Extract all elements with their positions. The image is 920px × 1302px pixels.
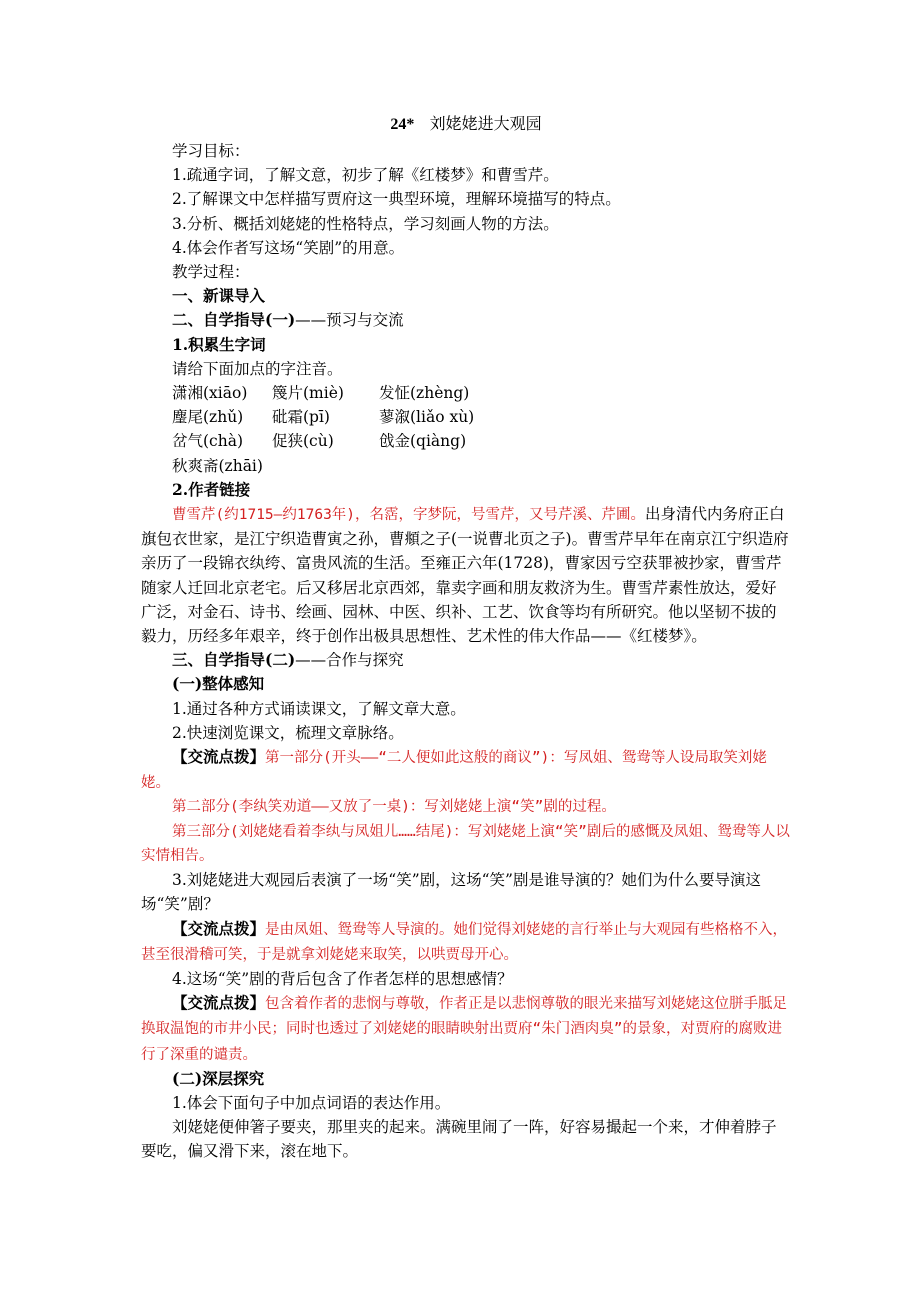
instruction-text: 请给下面加点的字注音。	[172, 359, 343, 378]
question-text: 4.这场“笑”剧的背后包含了作者怎样的思想感情？	[172, 969, 513, 988]
word-item: 麈尾(zhǔ)	[172, 408, 244, 427]
discussion-tag: 【交流点拨】	[172, 747, 266, 767]
word-item: 潇湘(xiāo)	[172, 384, 248, 403]
goal-item: 3.分析、概括刘姥姥的性格特点，学习刻画人物的方法。	[172, 214, 559, 233]
section-heading-bold: 三、自学指导(二)	[172, 650, 296, 670]
answer-text: 包含着作者的悲悯与尊敬，作者正是以悲悯尊敬的眼光来描写刘姥姥这位胼手胝足换取温饱的市井小民；同时也透过了刘姥姥的眼睛映射出贾府“朱门酒肉臭”的景象，对贾府的腐败进行了深重的谴责。	[141, 996, 788, 1063]
subsection-heading: 1.积累生字词	[172, 334, 266, 354]
section-heading-bold: 二、自学指导(一)	[172, 310, 296, 330]
lesson-number: 24*	[390, 116, 415, 133]
section-heading	[141, 648, 791, 672]
word-row	[141, 381, 791, 405]
word-item: 蓼溆(liǎo xù)	[379, 408, 475, 427]
word-item: 篾片(miè)	[272, 384, 344, 403]
author-intro-body: 出身清代内务府正白旗包衣世家，是江宁织造曹寅之孙，曹頫之子(一说曹北页之子)。曹雪芹早年在南京江宁织造府亲历了一段锦衣纨绔、富贵风流的生活。至雍正六年(1728)，曹家因亏空获罪被抄家，曹雪芹随家人迁回北京老宅。后又移居北京西郊，靠卖字画和朋友救济为生。曹雪芹素性放达，爱好广泛，对金石、诗书、绘画、园林、中医、织补、工艺、饮食等均有所研究。他以坚韧不拔的毅力，历经多年艰辛，终于创作出极具思想性、艺术性的伟大作品——《红楼梦》。	[141, 505, 789, 646]
lesson-title: 刘姥姥进大观园	[429, 114, 542, 133]
word-row	[141, 454, 791, 478]
question-text: 3.刘姥姥进大观园后表演了一场“笑”剧，这场“笑”剧是谁导演的？她们为什么要导演这场“笑”剧？	[141, 871, 761, 914]
word-item: 戗金(qiàng)	[379, 432, 467, 451]
word-row	[141, 405, 791, 429]
discussion-tag: 【交流点拨】	[172, 918, 266, 938]
goal-item: 1.疏通字词，了解文意，初步了解《红楼梦》和曹雪芹。	[172, 166, 559, 185]
section-heading-rest: ——合作与探究	[295, 651, 404, 670]
author-intro-highlight: 曹雪芹(约1715—约1763年)，名霑，字梦阮，号雪芹，又号芹溪、芹圃。	[172, 507, 646, 524]
document-page	[141, 112, 791, 1164]
document-title	[141, 112, 791, 137]
word-item: 发怔(zhèng)	[379, 384, 470, 403]
answer-paragraph	[141, 917, 791, 967]
answer-paragraph	[141, 745, 791, 795]
question-text: 1.通过各种方式诵读课文，了解文章大意。	[172, 699, 466, 718]
author-paragraph	[141, 502, 791, 648]
part-heading: (一)整体感知	[172, 674, 265, 694]
word-item: 秋爽斋(zhāi)	[172, 456, 263, 475]
word-item: 砒霜(pī)	[272, 408, 330, 427]
question-text: 2.快速浏览课文，梳理文章脉络。	[172, 723, 404, 742]
quote-text: 刘姥姥便伸箸子要夹，那里夹的起来。满碗里闹了一阵，好容易撮起一个来，才伸着脖子要吃，偏又滑下来，滚在地下。	[141, 1118, 777, 1161]
question-text: 1.体会下面句子中加点词语的表达作用。	[172, 1093, 451, 1112]
process-heading: 教学过程：	[172, 263, 250, 282]
word-item: 促狭(cù)	[272, 432, 334, 451]
goal-item: 2.了解课文中怎样描写贾府这一典型环境，理解环境描写的特点。	[172, 190, 621, 209]
answer-text: 是由凤姐、鸳鸯等人导演的。她们觉得刘姥姥的言行举止与大观园有些格格不入，甚至很滑稽可笑，于是就拿刘姥姥来取笑，以哄贾母开心。	[141, 921, 788, 963]
subsection-heading: 2.作者链接	[172, 479, 251, 499]
section-heading	[141, 308, 791, 332]
answer-text: 第一部分(开头——“二人便如此这般的商议”)：写凤姐、鸳鸯等人设局取笑刘姥姥。	[141, 750, 767, 792]
word-item: 岔气(chà)	[172, 432, 243, 451]
part-heading: (二)深层探究	[172, 1068, 265, 1088]
word-row	[141, 429, 791, 453]
answer-text: 第三部分(刘姥姥看着李纨与凤姐儿……结尾)：写刘姥姥上演“笑”剧后的感慨及凤姐、鸳鸯等人以实情相告。	[141, 823, 790, 864]
discussion-tag: 【交流点拨】	[172, 993, 266, 1013]
answer-text: 第二部分(李纨笑劝道——又放了一桌)：写刘姥姥上演“笑”剧的过程。	[172, 799, 616, 816]
goals-heading: 学习目标：	[172, 142, 250, 160]
section-heading: 一、新课导入	[172, 286, 266, 306]
section-heading-rest: ——预习与交流	[295, 311, 404, 330]
answer-paragraph	[141, 991, 791, 1067]
goal-item: 4.体会作者写这场“笑剧”的用意。	[172, 238, 405, 257]
